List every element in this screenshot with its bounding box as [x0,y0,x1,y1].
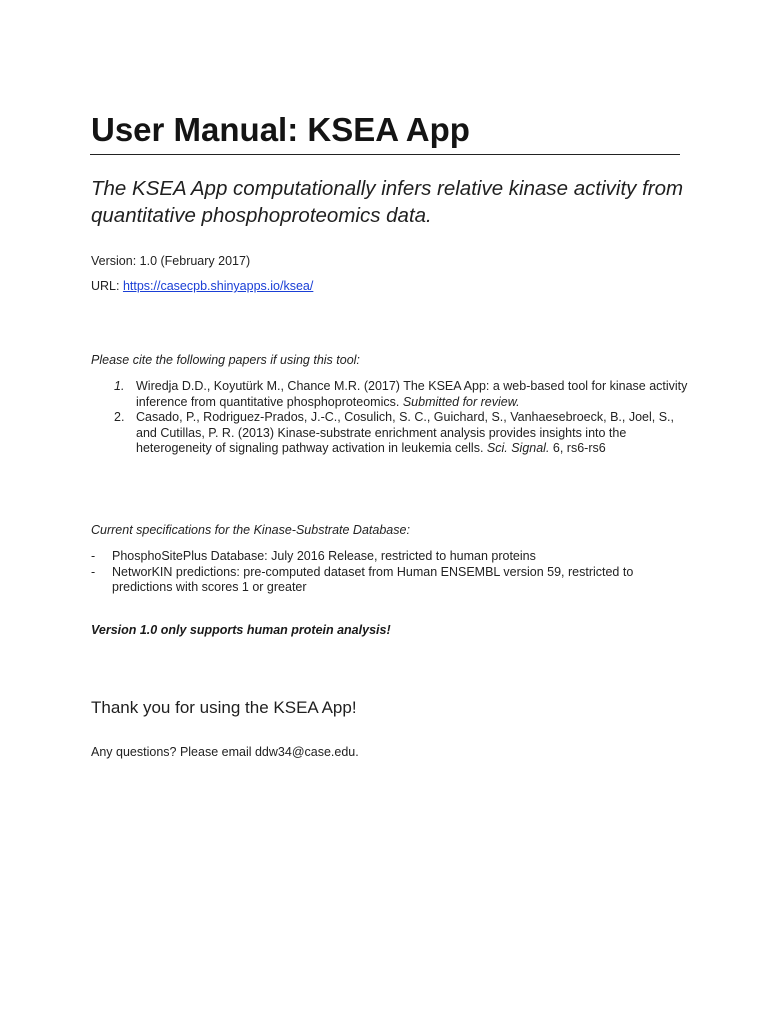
citation-item-1 [91,379,691,410]
spec-intro: Current specifications for the Kinase-Substrate Database: [91,523,410,537]
url-line [91,278,313,294]
page-subtitle: The KSEA App computationally infers relative kinase activity from quantitative phosphoproteomics data. [91,177,684,227]
citation-text: Wiredja D.D., Koyutürk M., Chance M.R. (2017) The KSEA App: a web-based tool for kinase activity inference from quantitative phosphoproteomics. [136,379,688,409]
citation-number: 2. [114,410,125,424]
citation-intro: Please cite the following papers if using this tool: [91,353,360,367]
citation-tail: 6, rs6-rs6 [549,441,606,455]
spec-item-phosphositeplus [91,549,691,565]
citation-number: 1. [114,379,125,393]
page-title: User Manual: KSEA App [91,111,470,148]
list-dash: - [91,549,96,563]
citation-journal: Sci. Signal. [486,441,550,455]
citation-list [91,379,691,457]
spec-list [91,549,691,596]
citation-emphasis: Submitted for review. [402,394,520,409]
title-divider [90,154,680,155]
url-label: URL: [91,279,123,293]
citation-text: Casado, P., Rodriguez-Prados, J.-C., Cosulich, S. C., Guichard, S., Vanhaesebroeck, B., Joel, S., and Cutillas, P. R. (2013) Kinase-substrate enrichment analysis provides insights into the heterogeneity of signaling pathway activation in leukemia cells. [136,410,674,455]
spec-item-networkin [91,565,691,596]
list-dash: - [91,564,96,579]
app-url-link[interactable]: https://casecpb.shinyapps.io/ksea/ [122,279,314,293]
thanks-message: Thank you for using the KSEA App! [91,698,357,717]
spec-text: PhosphoSitePlus Database: July 2016 Release, restricted to human proteins [112,549,536,563]
contact-line: Any questions? Please email ddw34@case.edu. [91,745,359,759]
version-line: Version: 1.0 (February 2017) [91,254,251,268]
citation-item-2 [91,410,691,457]
support-notice: Version 1.0 only supports human protein analysis! [91,623,391,637]
spec-text: NetworKIN predictions: pre-computed dataset from Human ENSEMBL version 59, restricted to predictions with scores 1 or greater [112,564,634,594]
